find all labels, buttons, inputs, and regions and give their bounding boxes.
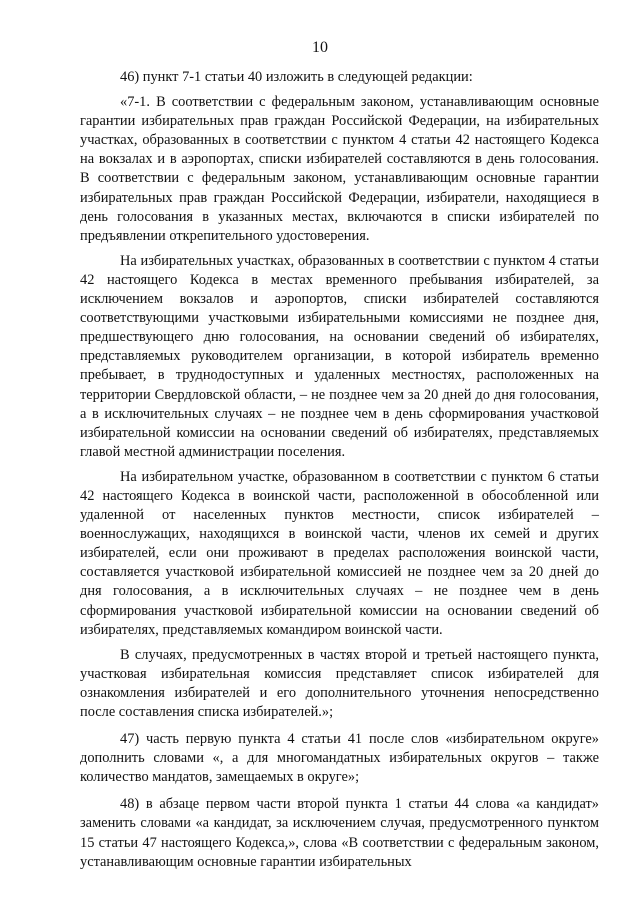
paragraph-item-48: 48) в абзаце первом части второй пункта 1 статьи 44 слова «а кандидат» заменить словами «а кандидат, за исключением случая, предусмотренного пунктом 15 статьи 47 настоящего Кодекса,», слова «В соответствии с федеральным законом, устанавливающим основные гарантии избирательных	[80, 796, 599, 870]
page-number: 10	[312, 39, 328, 56]
paragraph-quote-7-1: «7-1. В соответствии с федеральным законом, устанавливающим основные гарантии избирательных прав граждан Российской Федерации, на избирательных участках, образованных в соответствии с пунктом 4 статьи 42 настоящего Кодекса на вокзалах и в аэропортах, списки избирателей составляются в день голосования. В соответствии с федеральным законом, устанавливающим основные гарантии избирательных прав граждан Российской Федерации, избиратели, находящиеся в день голосования в указанных местах, включаются в списки избирателей по предъявлении открепительного удостоверения.	[80, 94, 599, 244]
document-body	[80, 68, 599, 872]
paragraph-military-unit: На избирательном участке, образованном в соответствии с пунктом 6 статьи 42 настоящего Кодекса в воинской части, расположенной в обособленной или удаленной от населенных пунктов местности, список избирателей – военнослужащих, находящихся в воинской части, членов их семей и других избирателей, если они проживают в пределах расположения воинской части, составляется участковой избирательной комиссией не позднее чем за 20 дней до дня голосования, а в исключительных случаях – не позднее чем в день сформирования участковой избирательной комиссии на основании сведений об избирателях, представляемых командиром воинской части.	[80, 468, 599, 638]
paragraph-item-46: 46) пункт 7-1 статьи 40 изложить в следующей редакции:	[120, 69, 473, 85]
paragraph-list-presentation: В случаях, предусмотренных в частях второй и третьей настоящего пункта, участковая избирательная комиссия представляет список избирателей для ознакомления избирателей и его дополнительного уточнения непосредственно после составления списка избирателей.»;	[80, 646, 599, 720]
paragraph-temporary-stay-stations: На избирательных участках, образованных в соответствии с пунктом 4 статьи 42 настоящего Кодекса в местах временного пребывания избирателей, за исключением вокзалов и аэропортов, списки избирателей составляются соответствующими участковыми избирательными комиссиями не позднее дня, предшествующего дню голосования, на основании сведений об избирателях, представляемых руководителем организации, в которой избиратель временно пребывает, в труднодоступных и удаленных местностях, расположенных на территории Свердловской области, – не позднее чем за 20 дней до дня голосования, а в исключительных случаях – не позднее чем в день сформирования участковой избирательной комиссии на основании сведений об избирателях, представляемых главой местной администрации поселения.	[80, 252, 599, 460]
paragraph-item-47: 47) часть первую пункта 4 статьи 41 после слов «избирательном округе» дополнить словами «, а для многомандатных избирательных округов – также количество мандатов, замещаемых в округе»;	[80, 731, 599, 786]
